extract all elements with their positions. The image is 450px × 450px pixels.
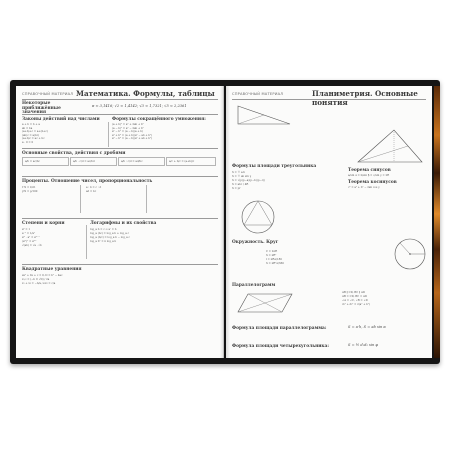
short-mult-heading: Формулы сокращённого умножения: bbox=[112, 117, 206, 122]
circle-line: C = 2πR bbox=[266, 250, 278, 253]
power-line: √(ab) = √a · √b bbox=[22, 244, 42, 247]
approx-heading: Некоторые приближённые значения bbox=[22, 101, 61, 116]
short-mult-line: (a + b)² = a² + 2ab + b² bbox=[112, 123, 144, 126]
quadratic-line: x₁ + x₂ = −b/a, x₁x₂ = c/a bbox=[22, 282, 56, 285]
logs-heading: Логарифмы и их свойства bbox=[90, 221, 157, 226]
left-header-label: СПРАВОЧНЫЙ МАТЕРИАЛ bbox=[22, 92, 74, 96]
quadratic-heading: Квадратные уравнения bbox=[22, 267, 82, 272]
power-line: (aᵐ)ⁿ = aᵐⁿ bbox=[22, 240, 37, 243]
circle-heading: Окружность. Круг bbox=[232, 240, 279, 245]
parallelogram-area-formula: S = a·h, S = ab sin α bbox=[348, 325, 386, 329]
right-triangle-diagram bbox=[234, 102, 294, 128]
triangle-area-line: S = ½ ab sin γ bbox=[232, 175, 252, 178]
short-mult-line: a² − b² = (a − b)(a + b) bbox=[112, 130, 144, 133]
percent-line: p% = p/100 bbox=[22, 190, 38, 193]
percent-line: 1% = 0,01 bbox=[22, 186, 36, 189]
sines-heading: Теорема синусов bbox=[348, 168, 391, 173]
parallelogram-line: ∠A = ∠C, ∠B = ∠D bbox=[342, 299, 368, 302]
log-line: log_a bⁿ = n log_a b bbox=[90, 240, 117, 243]
law-line: (ab)c = a(bc) bbox=[22, 133, 40, 137]
quadrilateral-area-heading: Формула площади четырехугольника: bbox=[232, 344, 329, 349]
powers-heading: Степени и корни bbox=[22, 221, 65, 226]
quadrilateral-area-formula: S = ½ d₁d₂ sin φ bbox=[348, 343, 378, 347]
fraction-rule: a/c + b/c = (a+b)/c bbox=[169, 160, 195, 163]
log-line: log_a b = c ⇔ aᶜ = b bbox=[90, 228, 117, 231]
laws-heading: Законы действий над числами bbox=[22, 117, 100, 122]
cover-edge-artwork bbox=[434, 86, 440, 358]
fraction-rule: a/b · c/d = ac/bd bbox=[73, 160, 95, 163]
column-divider bbox=[146, 185, 147, 213]
book-spine-shadow bbox=[220, 86, 230, 358]
log-line: log_a (b/c) = log_a b − log_a c bbox=[90, 236, 130, 239]
section-rule bbox=[22, 114, 218, 115]
log-line: log_a (bc) = log_a b + log_a c bbox=[90, 232, 130, 235]
cosines-heading: Теорема косинусов bbox=[348, 180, 397, 185]
triangle-area-line: S = √(p(p−a)(p−b)(p−c)) bbox=[232, 179, 266, 182]
triangle-area-heading: Формулы площади треугольника bbox=[232, 164, 317, 169]
parallelogram-heading: Параллелограмм bbox=[232, 283, 276, 288]
law-line: ab = ba bbox=[22, 126, 33, 130]
percent-line: ad = bc bbox=[86, 190, 97, 193]
left-page-title: Математика. Формулы, таблицы bbox=[76, 89, 215, 98]
short-mult-line: (a − b)² = a² − 2ab + b² bbox=[112, 126, 144, 130]
right-header-label: СПРАВОЧНЫЙ МАТЕРИАЛ bbox=[232, 92, 284, 96]
approx-values: π ≈ 3,1416; √2 ≈ 1,4142; √3 ≈ 1,7321; √5 ≈ 2,2361 bbox=[92, 104, 187, 108]
circle-diagram bbox=[392, 236, 428, 272]
law-line: (a+b)+c = a+(b+c) bbox=[22, 130, 48, 133]
power-line: a⁻ⁿ = 1/aⁿ bbox=[22, 232, 36, 235]
circle-line: l = πRα/180 bbox=[266, 258, 282, 261]
section-rule bbox=[22, 148, 218, 149]
parallelogram-diagram bbox=[236, 290, 294, 316]
column-divider bbox=[80, 185, 81, 213]
short-mult-line: a³ − b³ = (a − b)(a² + ab + b²) bbox=[112, 137, 153, 140]
short-mult-line: a³ + b³ = (a + b)(a² − ab + b²) bbox=[112, 133, 153, 137]
right-page bbox=[226, 86, 432, 358]
fractions-heading: Основные свойства, действия с дробями bbox=[22, 151, 126, 156]
column-divider bbox=[86, 225, 87, 259]
law-line: a + b = b + a bbox=[22, 123, 40, 126]
triangle-area-line: S = ½ a·h bbox=[232, 171, 245, 174]
fraction-rule: a/b = ac/bc bbox=[25, 160, 40, 163]
cosines-formula: c² = a² + b² − 2ab cos γ bbox=[348, 186, 380, 189]
circle-line: S = πR²α/360 bbox=[266, 262, 284, 265]
parallelogram-area-heading: Формула площади параллелограмма: bbox=[232, 326, 327, 331]
sines-formula: a/sin α = b/sin β = c/sin γ = 2R bbox=[348, 174, 390, 177]
power-line: a⁰ = 1 bbox=[22, 228, 31, 231]
percent-heading: Проценты. Отношение чисел, пропорциональность bbox=[22, 179, 153, 184]
parallelogram-line: d₁² + d₂² = 2(a² + b²) bbox=[342, 303, 370, 306]
parallelogram-line: AB ∥ CD, BC ∥ AD bbox=[342, 291, 365, 294]
right-page-title: Планиметрия. Основные понятия bbox=[312, 89, 418, 107]
quadratic-line: ax² + bx + c = 0, D = b² − 4ac bbox=[22, 274, 63, 277]
parallelogram-line: AB = CD, BC = AD bbox=[342, 295, 367, 298]
law-line: a · 0 = 0 bbox=[22, 140, 34, 144]
section-rule bbox=[22, 176, 218, 177]
triangle-diagram bbox=[354, 126, 426, 166]
section-rule bbox=[22, 264, 218, 265]
law-line: (a+b)c = ac + bc bbox=[22, 137, 45, 140]
power-line: aᵐ · aⁿ = aᵐ⁺ⁿ bbox=[22, 236, 40, 239]
triangle-area-line: S = pr bbox=[232, 187, 241, 190]
header-rule bbox=[22, 99, 218, 100]
left-page bbox=[16, 86, 224, 358]
circle-line: S = πR² bbox=[266, 254, 277, 257]
header-rule bbox=[232, 99, 426, 100]
column-divider bbox=[108, 122, 109, 147]
inscribed-triangle-diagram bbox=[236, 198, 280, 236]
quadratic-line: x₁,₂ = (−b ± √D) / 2a bbox=[22, 278, 50, 281]
section-rule bbox=[22, 218, 218, 219]
percent-line: a : b = c : d bbox=[86, 186, 102, 189]
fraction-rule: a/b : c/d = ad/bc bbox=[121, 160, 143, 163]
triangle-area-line: S = abc / 4R bbox=[232, 183, 249, 186]
